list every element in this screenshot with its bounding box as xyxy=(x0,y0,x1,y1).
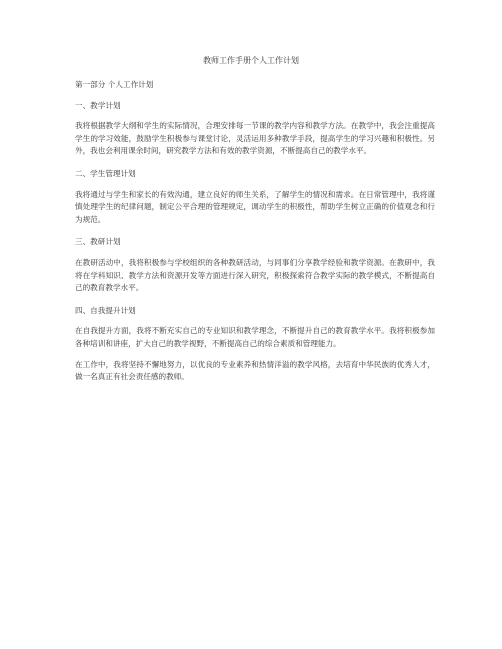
section-paragraph-research: 在教研活动中，我将积极参与学校组织的各种教研活动，与同事们分享教学经验和教学资源。在教研中，我将在学科知识、教学方法和资源开发等方面进行深入研究，积极探索符合教学实际的教学模式，不断提高自己的教育教学水平。 xyxy=(75,257,435,293)
document-title: 教师工作手册个人工作计划 xyxy=(203,56,299,65)
section-heading-research: 三、教研计划 xyxy=(75,237,121,247)
part-heading: 第一部分 个人工作计划 xyxy=(75,80,154,89)
section-paragraph-student-management: 我将通过与学生和家长的有效沟通，建立良好的师生关系，了解学生的情况和需求。在日常管理中，我将谨慎处理学生的纪律问题，制定公平合理的管理规定，调动学生的积极性，帮助学生树立正确的价值观念和行为规范。 xyxy=(75,189,435,224)
section-heading-student-management: 二、学生管理计划 xyxy=(75,168,136,178)
section-heading-teaching: 一、教学计划 xyxy=(75,100,121,110)
section-paragraph-teaching: 我将根据教学大纲和学生的实际情况，合理安排每一节课的教学内容和教学方法。在教学中，我会注重提高学生的学习效能，鼓励学生积极参与课堂讨论，灵活运用多种教学手段，提高学生的学习兴趣和积极性。另外，我也会利用课余时间，研究教学方法和有效的教学资源，不断提高自己的教学水平。 xyxy=(75,121,435,156)
closing-paragraph: 在工作中，我将坚持不懈地努力，以优良的专业素养和热情洋溢的教学风格，去培育中华民族的优秀人才，做一名真正有社会责任感的教师。 xyxy=(75,359,435,382)
section-paragraph-self-improvement: 在自我提升方面，我将不断充实自己的专业知识和教学理念，不断提升自己的教育教学水平。我将积极参加各种培训和讲座，扩大自己的教学视野，不断提高自己的综合素质和管理能力。 xyxy=(75,326,435,348)
section-heading-self-improvement: 四、自我提升计划 xyxy=(75,305,136,315)
document-body xyxy=(75,79,435,384)
